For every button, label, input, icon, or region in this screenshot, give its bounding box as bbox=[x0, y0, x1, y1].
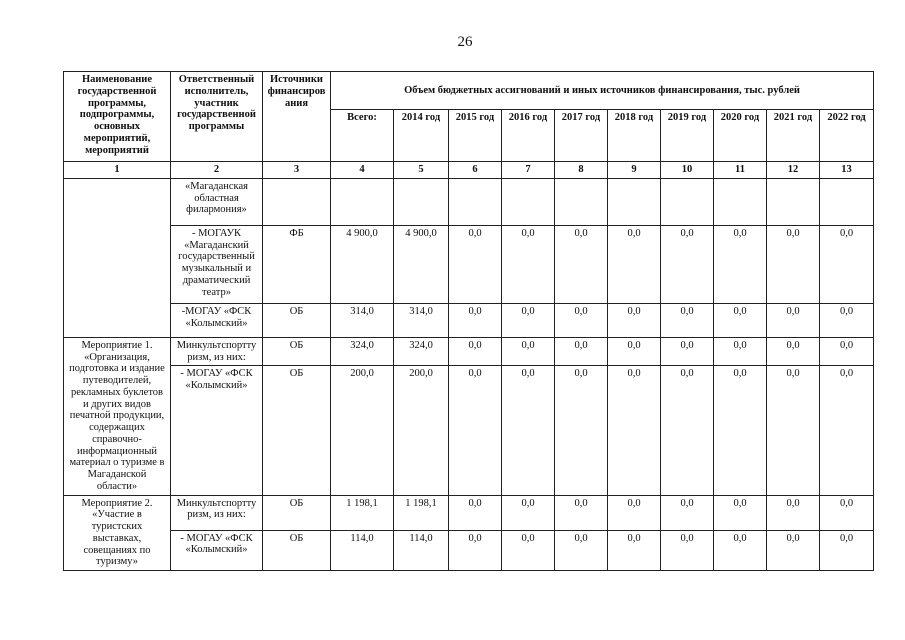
header-year-cell: 2017 год bbox=[555, 110, 608, 162]
value-cell bbox=[820, 178, 874, 225]
header-year-cell: 2019 год bbox=[661, 110, 714, 162]
header-year-cell: 2016 год bbox=[502, 110, 555, 162]
column-index-cell: 2 bbox=[171, 162, 263, 179]
executor-cell: -МОГАУ «ФСК «Колымский» bbox=[171, 303, 263, 337]
header-year-cell: 2014 год bbox=[394, 110, 449, 162]
value-cell: 314,0 bbox=[331, 303, 394, 337]
column-index-cell: 12 bbox=[767, 162, 820, 179]
value-cell: 0,0 bbox=[502, 225, 555, 303]
column-index-cell: 3 bbox=[263, 162, 331, 179]
executor-cell: Минкультспортту ризм, из них: bbox=[171, 337, 263, 366]
value-cell: 0,0 bbox=[714, 530, 767, 571]
value-cell: 0,0 bbox=[820, 495, 874, 530]
value-cell: 0,0 bbox=[767, 495, 820, 530]
header-row-1 bbox=[64, 72, 874, 110]
value-cell: 324,0 bbox=[331, 337, 394, 366]
table-row bbox=[64, 337, 874, 366]
value-cell: 0,0 bbox=[449, 225, 502, 303]
header-year-cell: 2022 год bbox=[820, 110, 874, 162]
column-index-cell: 7 bbox=[502, 162, 555, 179]
header-budget-group: Объем бюджетных ассигнований и иных источников финансирования, тыс. рублей bbox=[331, 72, 874, 110]
executor-cell: Минкультспортту ризм, из них: bbox=[171, 495, 263, 530]
value-cell: 0,0 bbox=[555, 495, 608, 530]
value-cell: 0,0 bbox=[714, 303, 767, 337]
source-cell: ОБ bbox=[263, 530, 331, 571]
executor-cell: «Магаданская областная филармония» bbox=[171, 178, 263, 225]
value-cell: 200,0 bbox=[331, 366, 394, 495]
source-cell: ОБ bbox=[263, 303, 331, 337]
value-cell bbox=[555, 178, 608, 225]
header-year-cell: 2020 год bbox=[714, 110, 767, 162]
value-cell: 0,0 bbox=[661, 337, 714, 366]
value-cell: 114,0 bbox=[394, 530, 449, 571]
column-index-cell: 4 bbox=[331, 162, 394, 179]
source-cell: ОБ bbox=[263, 337, 331, 366]
value-cell: 0,0 bbox=[555, 225, 608, 303]
value-cell: 0,0 bbox=[661, 495, 714, 530]
value-cell: 0,0 bbox=[820, 337, 874, 366]
source-cell bbox=[263, 178, 331, 225]
budget-table bbox=[63, 71, 874, 571]
value-cell bbox=[608, 178, 661, 225]
value-cell: 0,0 bbox=[714, 366, 767, 495]
table-row bbox=[64, 495, 874, 530]
value-cell: 0,0 bbox=[608, 530, 661, 571]
executor-cell: - МОГАУ «ФСК «Колымский» bbox=[171, 530, 263, 571]
value-cell: 1 198,1 bbox=[394, 495, 449, 530]
header-total-cell: Всего: bbox=[331, 110, 394, 162]
column-index-cell: 10 bbox=[661, 162, 714, 179]
value-cell: 4 900,0 bbox=[331, 225, 394, 303]
value-cell: 0,0 bbox=[555, 366, 608, 495]
value-cell: 0,0 bbox=[661, 366, 714, 495]
table-row bbox=[64, 225, 874, 303]
value-cell: 0,0 bbox=[714, 337, 767, 366]
value-cell: 0,0 bbox=[820, 366, 874, 495]
value-cell: 324,0 bbox=[394, 337, 449, 366]
header-year-cell: 2018 год bbox=[608, 110, 661, 162]
value-cell: 0,0 bbox=[608, 225, 661, 303]
value-cell: 0,0 bbox=[661, 530, 714, 571]
value-cell: 200,0 bbox=[394, 366, 449, 495]
page-number: 26 bbox=[457, 34, 473, 50]
value-cell: 0,0 bbox=[555, 337, 608, 366]
header-executor-cell: Ответственный исполнитель, участник государственной программы bbox=[171, 72, 263, 162]
value-cell: 314,0 bbox=[394, 303, 449, 337]
table-row bbox=[64, 530, 874, 571]
value-cell: 0,0 bbox=[502, 530, 555, 571]
executor-cell: - МОГАУ «ФСК «Колымский» bbox=[171, 366, 263, 495]
header-source-cell: Источники финансиров ания bbox=[263, 72, 331, 162]
measure-name-cell: Мероприятие 1. «Организация, подготовка и издание путеводителей, рекламных буклетов и других видов печатной продукции, содержащих справочно-информационный материал о туризме в Магаданской области» bbox=[64, 337, 171, 495]
value-cell: 0,0 bbox=[608, 303, 661, 337]
value-cell: 4 900,0 bbox=[394, 225, 449, 303]
column-index-cell: 1 bbox=[64, 162, 171, 179]
value-cell: 0,0 bbox=[449, 337, 502, 366]
value-cell: 0,0 bbox=[767, 530, 820, 571]
header-year-cell: 2021 год bbox=[767, 110, 820, 162]
source-cell: ОБ bbox=[263, 366, 331, 495]
value-cell: 0,0 bbox=[449, 303, 502, 337]
value-cell bbox=[449, 178, 502, 225]
header-year-cell: 2015 год bbox=[449, 110, 502, 162]
value-cell: 0,0 bbox=[714, 495, 767, 530]
value-cell: 0,0 bbox=[767, 225, 820, 303]
table-row bbox=[64, 178, 874, 225]
value-cell: 0,0 bbox=[449, 366, 502, 495]
value-cell: 0,0 bbox=[767, 366, 820, 495]
value-cell: 0,0 bbox=[449, 530, 502, 571]
value-cell: 0,0 bbox=[502, 337, 555, 366]
value-cell: 0,0 bbox=[767, 303, 820, 337]
value-cell: 0,0 bbox=[502, 495, 555, 530]
value-cell bbox=[661, 178, 714, 225]
column-index-cell: 13 bbox=[820, 162, 874, 179]
value-cell: 114,0 bbox=[331, 530, 394, 571]
source-cell: ФБ bbox=[263, 225, 331, 303]
value-cell: 0,0 bbox=[608, 366, 661, 495]
value-cell: 0,0 bbox=[555, 530, 608, 571]
value-cell: 0,0 bbox=[714, 225, 767, 303]
value-cell: 0,0 bbox=[555, 303, 608, 337]
value-cell: 0,0 bbox=[820, 530, 874, 571]
executor-cell: - МОГАУК «Магаданский государственный музыкальный и драматический театр» bbox=[171, 225, 263, 303]
value-cell: 0,0 bbox=[661, 225, 714, 303]
value-cell: 0,0 bbox=[608, 495, 661, 530]
column-index-cell: 8 bbox=[555, 162, 608, 179]
column-index-row bbox=[64, 162, 874, 179]
column-index-cell: 5 bbox=[394, 162, 449, 179]
value-cell: 0,0 bbox=[820, 303, 874, 337]
value-cell: 1 198,1 bbox=[331, 495, 394, 530]
value-cell: 0,0 bbox=[502, 303, 555, 337]
value-cell: 0,0 bbox=[608, 337, 661, 366]
column-index-cell: 9 bbox=[608, 162, 661, 179]
value-cell: 0,0 bbox=[449, 495, 502, 530]
measure-name-cell bbox=[64, 178, 171, 337]
column-index-cell: 11 bbox=[714, 162, 767, 179]
value-cell: 0,0 bbox=[502, 366, 555, 495]
value-cell bbox=[331, 178, 394, 225]
table-row bbox=[64, 366, 874, 495]
value-cell: 0,0 bbox=[767, 337, 820, 366]
measure-name-cell: Мероприятие 2. «Участие в туристских выставках, совещаниях по туризму» bbox=[64, 495, 171, 571]
value-cell: 0,0 bbox=[820, 225, 874, 303]
value-cell: 0,0 bbox=[661, 303, 714, 337]
value-cell bbox=[714, 178, 767, 225]
table-row bbox=[64, 303, 874, 337]
value-cell bbox=[502, 178, 555, 225]
column-index-cell: 6 bbox=[449, 162, 502, 179]
value-cell bbox=[767, 178, 820, 225]
header-name-cell: Наименование государственной программы, подпрограммы, основных мероприятий, мероприятий bbox=[64, 72, 171, 162]
source-cell: ОБ bbox=[263, 495, 331, 530]
value-cell bbox=[394, 178, 449, 225]
